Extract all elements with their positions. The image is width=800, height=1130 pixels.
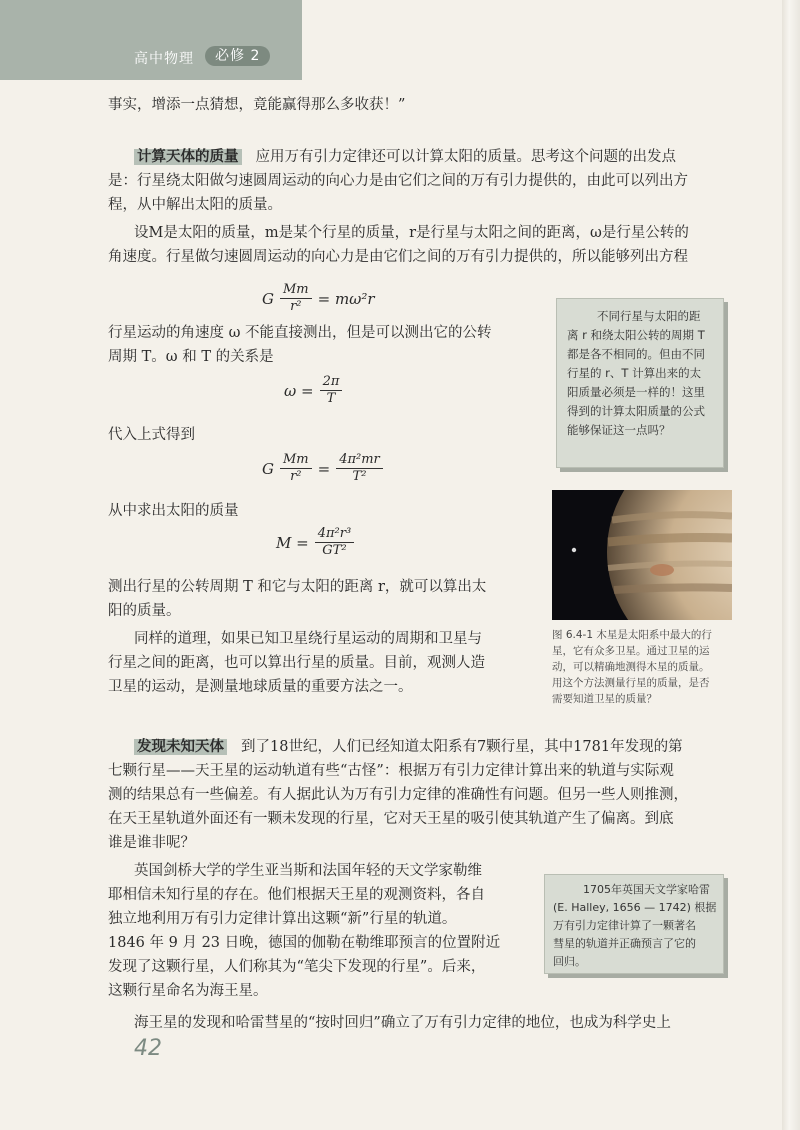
text-line: 卫星的运动，是测量地球质量的重要方法之一。	[108, 679, 413, 695]
formula-substituted: G $\frac{Mm}{\text{r²}}$ = $\frac{\text{4π²mr}}{\text{T²}}$	[262, 452, 383, 485]
text-line: 发现了这颗行星，人们称其为“笔尖下发现的行星”。后来，	[108, 959, 486, 975]
section-keyword: 计算天体的质量	[134, 149, 242, 165]
text-line: 程，从中解出太阳的质量。	[108, 197, 282, 213]
margin-note-box: 1705年英国天文学家哈雷 (E. Halley, 1656 — 1742) 根据 万有引力定律计算了一颗著名 彗星的轨道并正确预言了它的 回归。	[544, 874, 724, 974]
text-line: 周期 T。ω 和 T 的关系是	[108, 349, 274, 365]
jupiter-photo	[552, 490, 732, 620]
text-line: 行星之间的距离，也可以算出行星的质量。目前，观测人造	[108, 655, 485, 671]
text-line: 谁是谁非呢？	[108, 835, 195, 851]
text-line: 行星运动的角速度 ω 不能直接测出，但是可以测出它的公转	[108, 325, 492, 341]
text-line: 英国剑桥大学的学生亚当斯和法国年轻的天文学家勒维	[134, 863, 482, 879]
text-line: 海王星的发现和哈雷彗星的“按时回归”确立了万有引力定律的地位，也成为科学史上	[134, 1015, 671, 1031]
text-line: 独立地利用万有引力定律计算出这颗“新”行星的轨道。	[108, 911, 457, 927]
text-line: 代入上式得到	[108, 427, 195, 443]
text-line: 七颗行星——天王星的运动轨道有些“古怪”：根据万有引力定律计算出来的轨道与实际观	[108, 763, 674, 779]
text-line: 1846 年 9 月 23 日晚，德国的伽勒在勒维耶预言的位置附近	[108, 935, 501, 951]
text-line: 角速度。行星做匀速圆周运动的向心力是由它们之间的万有引力提供的，所以能够列出方程	[108, 249, 688, 265]
text-line: 是：行星绕太阳做匀速圆周运动的向心力是由它们之间的万有引力提供的，由此可以列出方	[108, 173, 688, 189]
margin-note-box: 不同行星与太阳的距 离 r 和绕太阳公转的周期 T 都是各不相同的。但由不同 行星的 r、T 计算出来的太 阳质量必须是一样的！这里 得到的计算太阳质量的公式 能够保证这一点吗？	[556, 298, 724, 468]
text-line: 这颗行星命名为海王星。	[108, 983, 268, 999]
text-line: 事实，增添一点猜想，竟能赢得那么多收获！”	[108, 97, 406, 113]
text-line: 测出行星的公转周期 T 和它与太阳的距离 r，就可以算出太	[108, 579, 487, 595]
formula-omega: ω = $\frac{2\pi}{T}$	[284, 374, 342, 407]
text-line: 在天王星轨道外面还有一颗未发现的行星，它对天王星的吸引使其轨道产生了偏离。到底	[108, 811, 674, 827]
text-line: 发现未知天体 到了18世纪，人们已经知道太阳系有7颗行星，其中1781年发现的第	[134, 736, 683, 758]
section-keyword: 发现未知天体	[134, 739, 227, 755]
text-line: 计算天体的质量 应用万有引力定律还可以计算太阳的质量。思考这个问题的出发点	[134, 146, 676, 168]
book-title: 高中物理	[134, 51, 194, 67]
figure-caption: 图 6.4-1 木星是太阳系中最大的行 星，它有众多卫星。通过卫星的运 动，可以精确地测得木星的质量。 用这个方法测量行星的质量，是否 需要知道卫星的质量？	[552, 629, 712, 705]
text-line: 从中求出太阳的质量	[108, 503, 239, 519]
volume-badge: 必修 2	[205, 46, 270, 66]
formula-gravity: G $\frac{Mm}{\text{r²}}$ = mω²r	[262, 282, 375, 314]
page-number: 42	[134, 1036, 162, 1061]
formula-sun-mass: M = $\frac{\text{4π²r³}}{\text{GT²}}$	[276, 526, 354, 559]
page-edge	[782, 0, 800, 1130]
text-line: 同样的道理，如果已知卫星绕行星运动的周期和卫星与	[134, 631, 482, 647]
text-line: 阳的质量。	[108, 603, 181, 619]
text-line: 设M是太阳的质量，m是某个行星的质量，r是行星与太阳之间的距离，ω是行星公转的	[134, 225, 689, 241]
text-line: 测的结果总有一些偏差。有人据此认为万有引力定律的准确性有问题。但另一些人则推测，	[108, 787, 688, 803]
text-line: 耶相信未知行星的存在。他们根据天王星的观测资料，各自	[108, 887, 485, 903]
header-band	[0, 0, 302, 80]
